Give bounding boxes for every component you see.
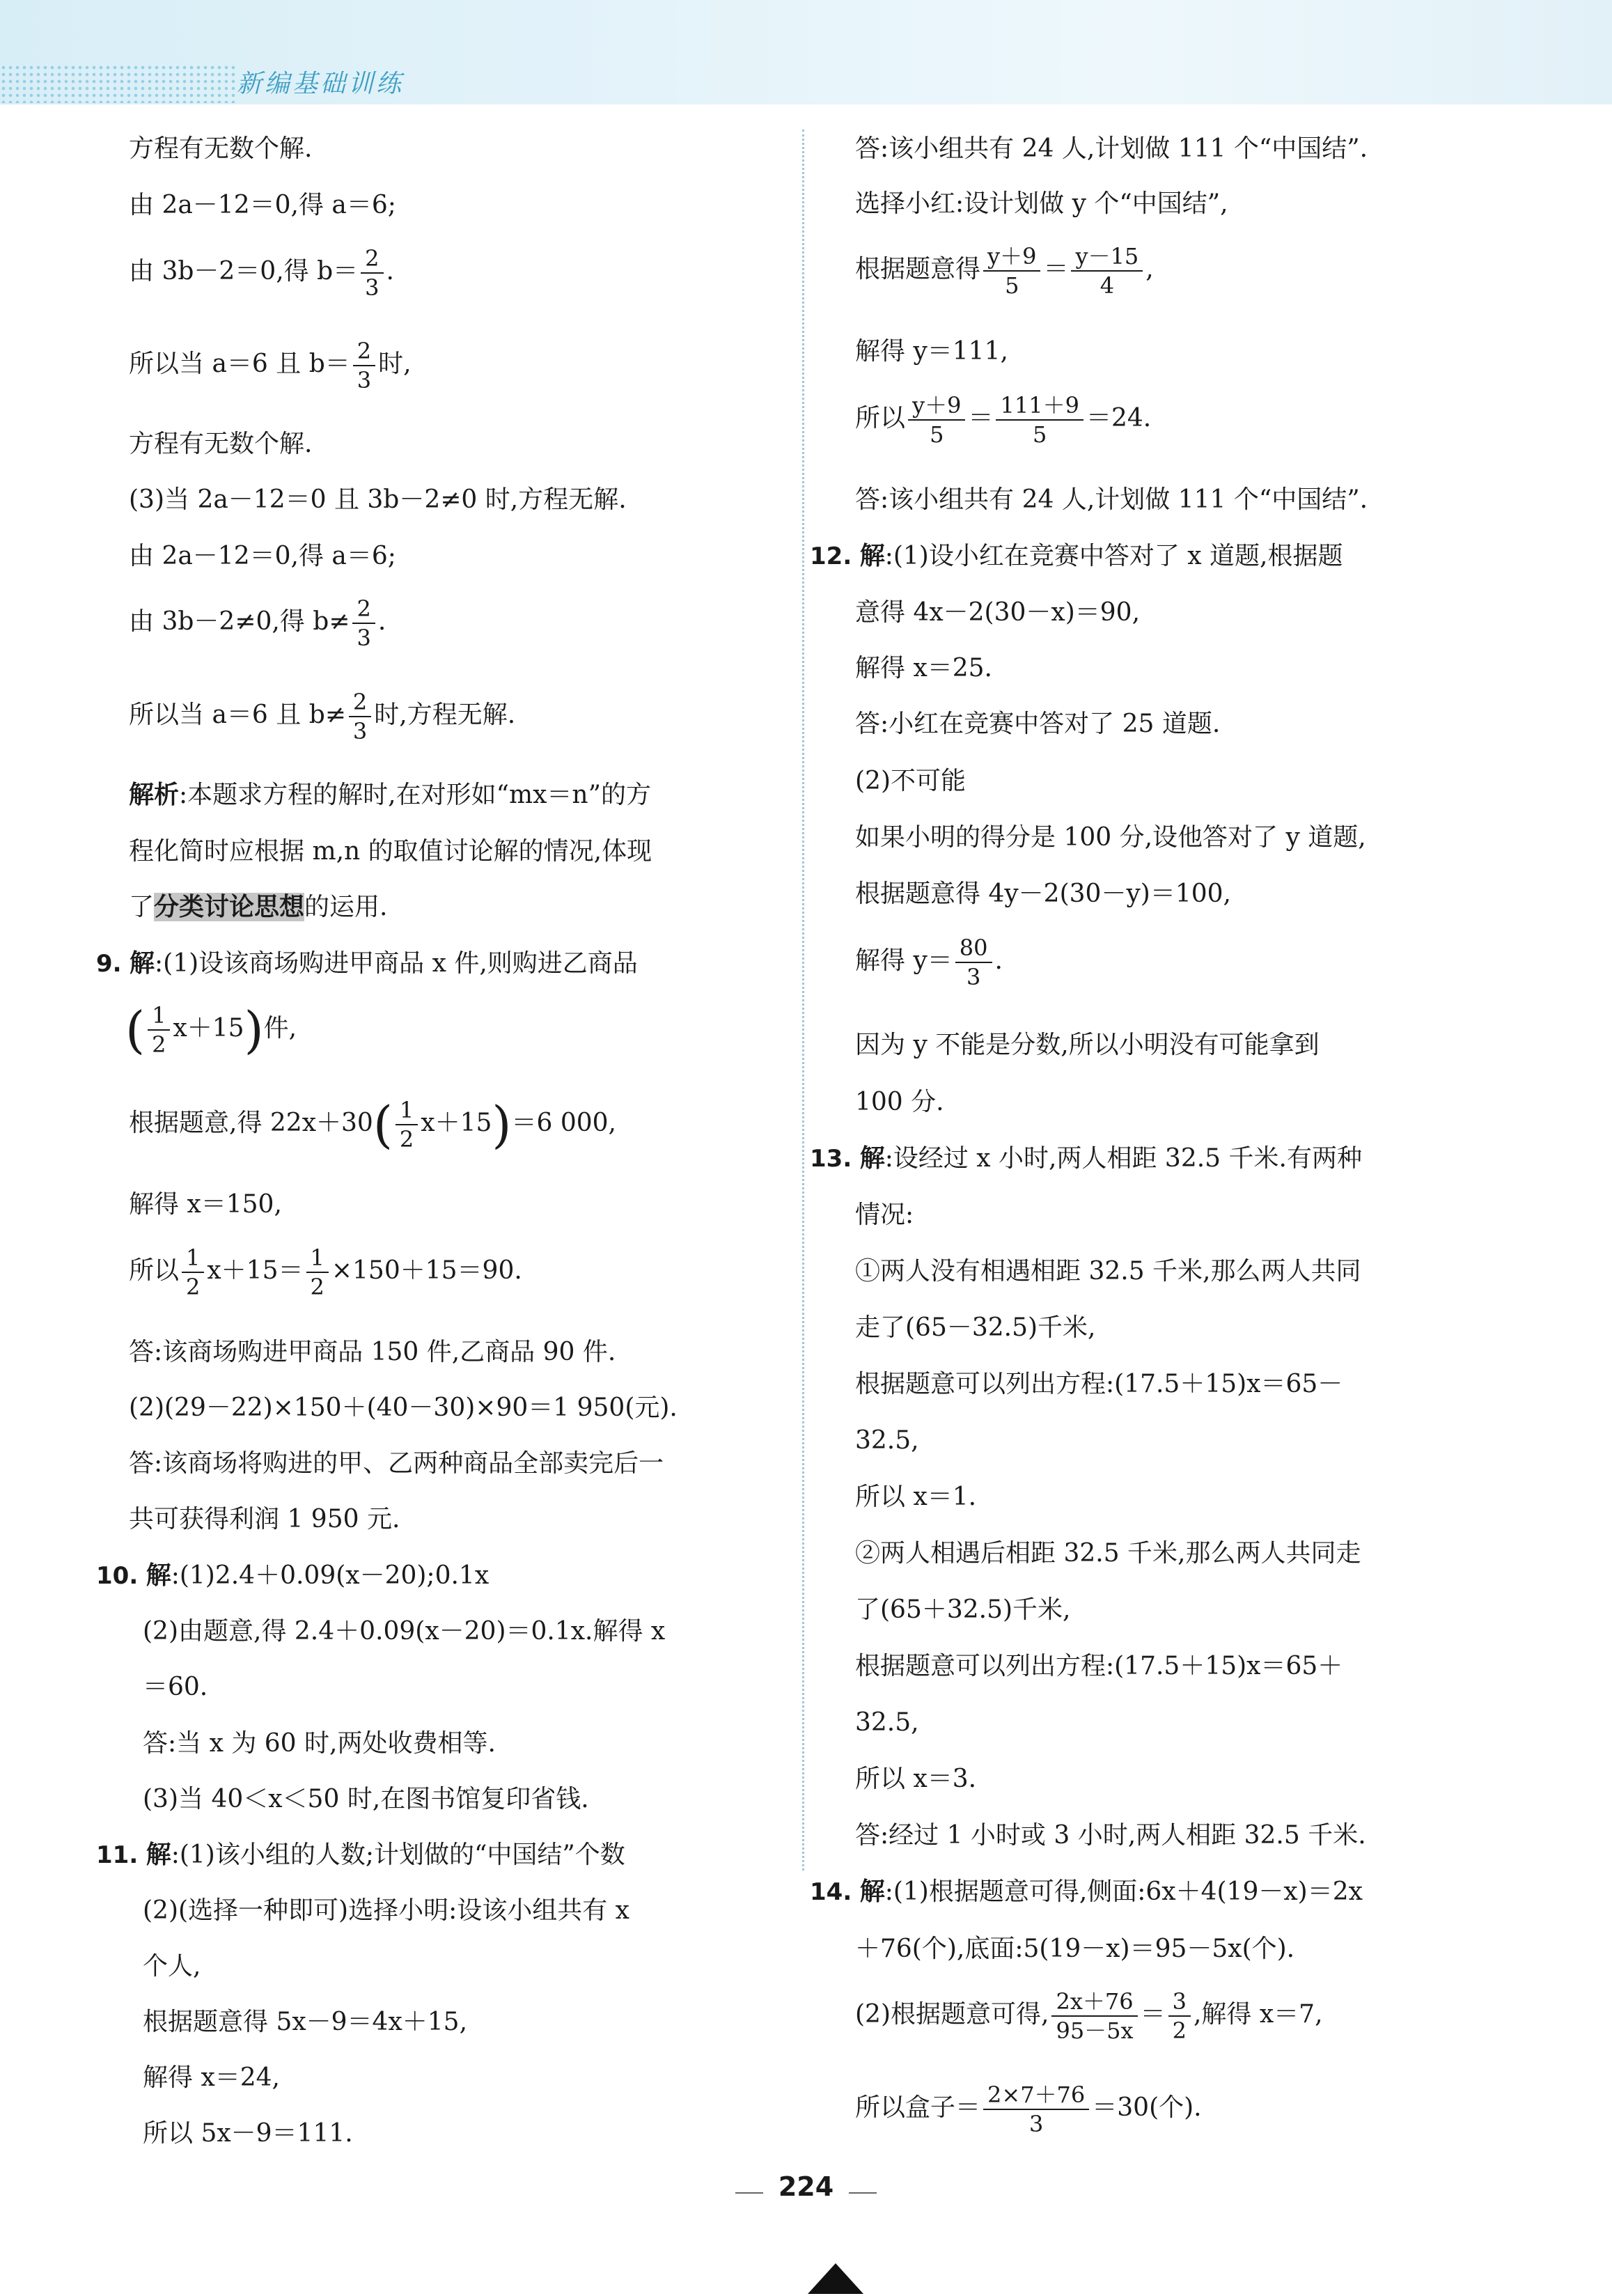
equation-line: 由 3b－2＝0,得 b＝ $\frac{2}{3}$ . xyxy=(129,245,394,301)
equation-line: 所以盒子＝ $\frac{2\times 7+76}{3}$ ＝30(个). xyxy=(855,2082,1202,2137)
fraction: $\frac{2}{3}$ xyxy=(352,598,375,649)
text-line: 答:当 x 为 60 时,两处收费相等. xyxy=(143,1729,496,1758)
text-line: 方程有无数个解. xyxy=(129,134,313,163)
text-line: 解得 x＝25. xyxy=(855,654,992,682)
equation-line: 根据题意得 $\frac{y+9}{5}$ ＝ $\frac{y-15}{4}$ , xyxy=(855,243,1154,299)
question-14-line: 14. 解:(1)根据题意可得,侧面:6x＋4(19－x)＝2x xyxy=(810,1877,1363,1906)
question-13-line: 13. 解:设经过 x 小时,两人相距 32.5 千米.有两种 xyxy=(810,1144,1362,1173)
text-line: 100 分. xyxy=(855,1088,944,1116)
text-line: ②两人相遇后相距 32.5 千米,那么两人共同走 xyxy=(855,1539,1361,1568)
text-line: 根据题意得 5x－9＝4x＋15, xyxy=(143,2008,468,2036)
fraction: $\frac{111+9}{5}$ xyxy=(996,394,1083,446)
fraction: $\frac{1}{2}$ xyxy=(182,1247,204,1298)
fraction: $\frac{2}{3}$ xyxy=(361,247,383,299)
text-line: 答:该商场购进甲商品 150 件,乙商品 90 件. xyxy=(129,1338,616,1366)
question-number: 9. xyxy=(96,950,122,978)
text-line: ＝60. xyxy=(143,1673,208,1701)
text-line: 根据题意得 4y－2(30－y)＝100, xyxy=(855,880,1231,908)
book-series-title: 新编基础训练 xyxy=(237,70,405,98)
equation-line: 解得 y＝ $\frac{80}{3}$ . xyxy=(855,935,1003,990)
equation-line: ( $\frac{1}{2}$ x＋15)件, xyxy=(125,1001,297,1059)
text-line: 如果小明的得分是 100 分,设他答对了 y 道题, xyxy=(855,823,1366,852)
text-line: 了(65＋32.5)千米, xyxy=(855,1595,1071,1624)
text-line: 答:小红在竞赛中答对了 25 道题. xyxy=(855,710,1221,738)
text-line: 方程有无数个解. xyxy=(129,430,313,458)
text-line: 由 2a－12＝0,得 a＝6; xyxy=(129,542,396,570)
fraction: $\frac{y+9}{5}$ xyxy=(983,245,1040,297)
page-number: 224 xyxy=(778,2171,834,2202)
question-12-line: 12. 解:(1)设小红在竞赛中答对了 x 道题,根据题 xyxy=(810,542,1343,570)
text-line: (2)不可能 xyxy=(855,767,966,795)
text-line: 走了(65－32.5)千米, xyxy=(855,1313,1096,1342)
equation-line: 所以 $\frac{1}{2}$ x＋15＝ $\frac{1}{2}$ ×150＋15＝90. xyxy=(129,1244,522,1300)
text-line: 32.5, xyxy=(855,1426,919,1455)
text-line: 根据题意可以列出方程:(17.5＋15)x＝65＋ xyxy=(855,1652,1343,1680)
fraction: $\frac{2}{3}$ xyxy=(353,340,375,391)
text-line: (3)当 40＜x＜50 时,在图书馆复印省钱. xyxy=(143,1785,589,1813)
equation-line: (2)根据题意可得, $\frac{2x+76}{95-5x}$ ＝ $\frac{3}{2}$ ,解得 x＝7, xyxy=(855,1988,1323,2044)
text-line: 了分类讨论思想的运用. xyxy=(129,893,388,921)
text-line: 答:该小组共有 24 人,计划做 111 个“中国结”. xyxy=(855,134,1368,163)
fraction: $\frac{2x+76}{95-5x}$ xyxy=(1051,1990,1137,2042)
equation-line: 所以当 a＝6 且 b＝ $\frac{2}{3}$ 时, xyxy=(129,338,412,393)
footer-dash-right xyxy=(849,2192,877,2194)
text-line: 所以 x＝3. xyxy=(855,1765,977,1793)
text-line: 意得 4x－2(30－x)＝90, xyxy=(855,598,1141,627)
text-line: 32.5, xyxy=(855,1708,919,1737)
page-triangle-marker xyxy=(808,2263,863,2294)
question-11-line: 11. 解:(1)该小组的人数;计划做的“中国结”个数 xyxy=(96,1841,625,1869)
fraction: $\frac{1}{2}$ xyxy=(148,1004,170,1056)
text-line: 共可获得利润 1 950 元. xyxy=(129,1505,400,1533)
footer-dash-left xyxy=(735,2192,763,2194)
fraction: $\frac{2}{3}$ xyxy=(349,691,371,742)
fraction: $\frac{y-15}{4}$ xyxy=(1071,245,1143,297)
fraction: $\frac{1}{2}$ xyxy=(306,1247,329,1298)
text-line: 所以 x＝1. xyxy=(855,1483,977,1511)
fraction: $\frac{1}{2}$ xyxy=(396,1099,418,1150)
analysis-line: 解析:本题求方程的解时,在对形如“mx＝n”的方 xyxy=(129,781,652,809)
text-line: 答:该小组共有 24 人,计划做 111 个“中国结”. xyxy=(855,485,1368,514)
text-line: 解得 x＝24, xyxy=(143,2063,280,2092)
fraction: $\frac{80}{3}$ xyxy=(955,937,992,988)
text-line: 解得 y＝111, xyxy=(855,337,1008,366)
text-line: 个人, xyxy=(143,1952,201,1981)
highlighted-term: 分类讨论思想 xyxy=(154,893,305,921)
text-line: 因为 y 不能是分数,所以小明没有可能拿到 xyxy=(855,1031,1320,1059)
text-line: (2)由题意,得 2.4＋0.09(x－20)＝0.1x.解得 x xyxy=(143,1617,666,1646)
text-line: 由 2a－12＝0,得 a＝6; xyxy=(129,191,396,219)
equation-line: 所以 $\frac{y+9}{5}$ ＝ $\frac{111+9}{5}$ ＝24. xyxy=(855,392,1152,448)
fraction: $\frac{3}{2}$ xyxy=(1168,1990,1191,2042)
question-9-line: 9. 解:(1)设该商场购进甲商品 x 件,则购进乙商品 xyxy=(96,949,638,978)
text-line: 程化简时应根据 m,n 的取值讨论解的情况,体现 xyxy=(129,837,652,866)
column-divider xyxy=(802,130,804,1871)
text-line: (2)(选择一种即可)选择小明:设该小组共有 x xyxy=(143,1896,629,1925)
page-footer xyxy=(0,2171,1612,2202)
analysis-label: 解析 xyxy=(129,781,180,809)
text-line: 情况: xyxy=(855,1201,914,1229)
fraction: $\frac{2\times 7+76}{3}$ xyxy=(983,2084,1089,2135)
text-line: (3)当 2a－12＝0 且 3b－2≠0 时,方程无解. xyxy=(129,485,627,514)
text-line: 答:经过 1 小时或 3 小时,两人相距 32.5 千米. xyxy=(855,1821,1366,1850)
fraction: $\frac{y+9}{5}$ xyxy=(908,394,965,446)
text-line: 选择小红:设计划做 y 个“中国结”, xyxy=(855,189,1228,218)
text-line: ①两人没有相遇相距 32.5 千米,那么两人共同 xyxy=(855,1257,1361,1286)
equation-line: 根据题意,得 22x＋30( $\frac{1}{2}$ x＋15)＝6 000, xyxy=(129,1095,616,1154)
text-line: 根据题意可以列出方程:(17.5＋15)x＝65－ xyxy=(855,1370,1343,1398)
text-line: ＋76(个),底面:5(19－x)＝95－5x(个). xyxy=(855,1935,1295,1963)
text-line: 解得 x＝150, xyxy=(129,1190,282,1219)
equation-line: 由 3b－2≠0,得 b≠ $\frac{2}{3}$ . xyxy=(129,595,386,651)
question-10-line: 10. 解:(1)2.4＋0.09(x－20);0.1x xyxy=(96,1561,490,1590)
text-line: (2)(29－22)×150＋(40－30)×90＝1 950(元). xyxy=(129,1393,678,1422)
text-line: 所以 5x－9＝111. xyxy=(143,2119,353,2148)
equation-line: 所以当 a＝6 且 b≠ $\frac{2}{3}$ 时,方程无解. xyxy=(129,689,516,744)
text-line: 答:该商场将购进的甲、乙两种商品全部卖完后一 xyxy=(129,1449,664,1478)
header-dot-pattern xyxy=(0,64,237,103)
